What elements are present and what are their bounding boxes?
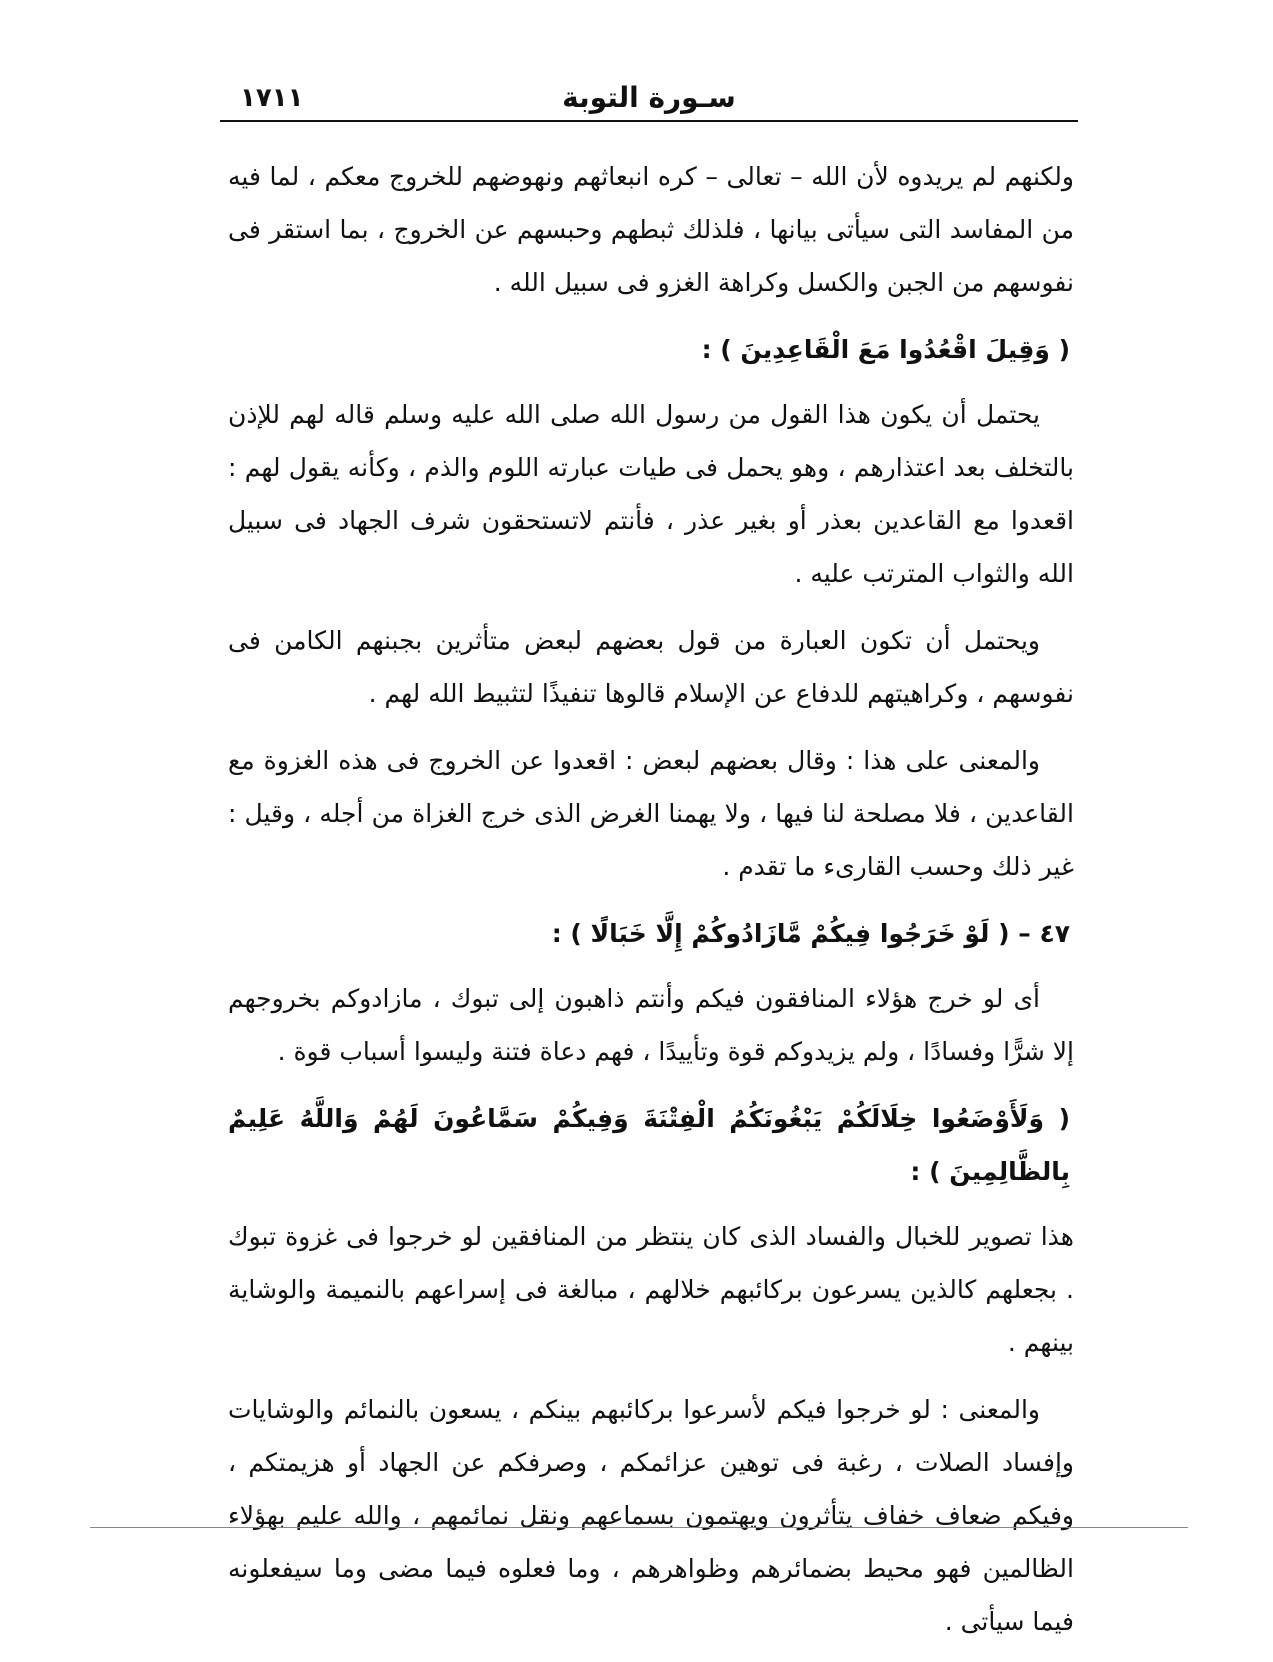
verse-quote: ( وَقِيلَ اقْعُدُوا مَعَ الْقَاعِدِينَ ) :	[701, 335, 1070, 364]
page-header	[220, 78, 1078, 122]
verse-quote: ٤٧ – ( لَوْ خَرَجُوا فِيكُمْ مَّازَادُوكُمْ إِلَّا خَبَالًا ) :	[551, 919, 1070, 948]
paragraph: ويحتمل أن تكون العبارة من قول بعضهم لبعض متأثرين بجبنهم الكامن فى نفوسهم ، وكراهيتهم للدفاع عن الإسلام قالوها تنفيذًا لتثبيط الله لهم .	[228, 626, 1074, 708]
page-number: ١٧١١	[240, 83, 304, 113]
verse-quote: ( وَلَأَوْضَعُوا خِلَالَكُمْ يَبْغُونَكُمُ الْفِتْنَةَ وَفِيكُمْ سَمَّاعُونَ لَهُمْ وَاللَّهُ عَلِيمٌ بِالظَّالِمِينَ ) :	[228, 1104, 1070, 1186]
header-divider	[220, 120, 1078, 122]
page-body	[228, 150, 1074, 1662]
surah-title: سـورة التوبة	[562, 81, 736, 114]
paragraph: والمعنى : لو خرجوا فيكم لأسرعوا بركائبهم بينكم ، يسعون بالنمائم والوشايات وإفساد الصلات ، رغبة فى توهين عزائمكم ، وصرفكم عن الجهاد أو هزيمتكم ، وفيكم ضعاف خفاف يتأثرون ويهتمون بسماعهم ونقل نمائمهم ، والله عليم بهؤلاء الظالمين فهو محيط بضمائرهم وظواهرهم ، وما فعلوه فيما مضى وما سيفعلونه فيما سيأتى .	[228, 1395, 1074, 1636]
footer-divider	[90, 1527, 1188, 1528]
paragraph: أى لو خرج هؤلاء المنافقون فيكم وأنتم ذاهبون إلى تبوك ، مازادوكم بخروجهم إلا شرًّا وفسادًا ، ولم يزيدوكم قوة وتأييدًا ، فهم دعاة فتنة وليسوا أسباب قوة .	[228, 984, 1074, 1066]
paragraph: والمعنى على هذا : وقال بعضهم لبعض : اقعدوا عن الخروج فى هذه الغزوة مع القاعدين ، فلا مصلحة لنا فيها ، ولا يهمنا الغرض الذى خرج الغزاة من أجله ، وقيل : غير ذلك وحسب القارىء ما تقدم .	[228, 746, 1074, 881]
paragraph: ولكنهم لم يريدوه لأن الله – تعالى – كره انبعاثهم ونهوضهم للخروج معكم ، لما فيه من المفاسد التى سيأتى بيانها ، فلذلك ثبطهم وحبسهم عن الخروج ، بما استقر فى نفوسهم من الجبن والكسل وكراهة الغزو فى سبيل الله .	[228, 162, 1074, 297]
paragraph: يحتمل أن يكون هذا القول من رسول الله صلى الله عليه وسلم قاله لهم للإذن بالتخلف بعد اعتذارهم ، وهو يحمل فى طيات عبارته اللوم والذم ، وكأنه يقول لهم : اقعدوا مع القاعدين بعذر أو بغير عذر ، فأنتم لاتستحقون شرف الجهاد فى سبيل الله والثواب المترتب عليه .	[228, 400, 1074, 588]
paragraph: هذا تصوير للخبال والفساد الذى كان ينتظر من المنافقين لو خرجوا فى غزوة تبوك . بجعلهم كالذين يسرعون بركائبهم خلالهم ، مبالغة فى إسراعهم بالنميمة والوشاية بينهم .	[228, 1222, 1074, 1357]
